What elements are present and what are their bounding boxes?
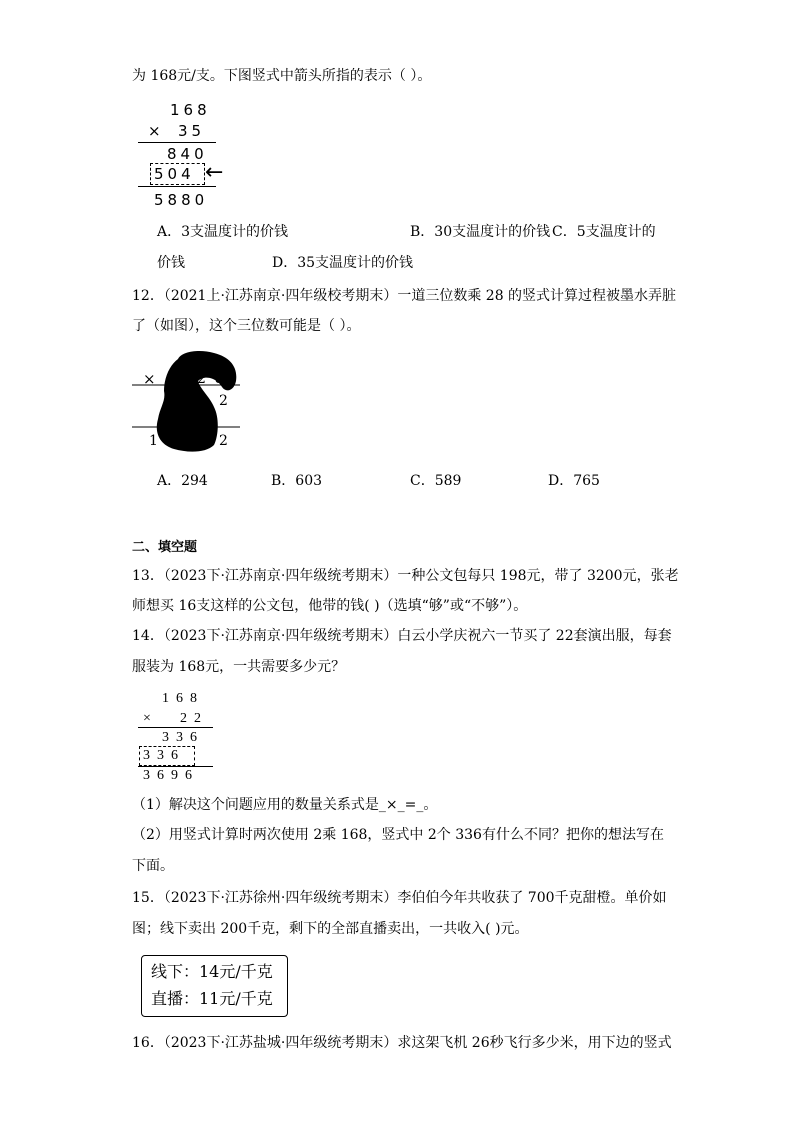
q12-ink-covered-calc bbox=[130, 345, 250, 460]
q14-sub-question-2-cont: 下面。 bbox=[132, 858, 174, 874]
q11-partial-2: 504 bbox=[154, 165, 195, 183]
ink-blot-icon bbox=[130, 345, 250, 460]
q11-rule-1 bbox=[138, 142, 216, 143]
q14-result: 3696 bbox=[143, 768, 199, 783]
q11-option-c-cont: 价钱 bbox=[157, 255, 185, 271]
section-title: 二、填空题 bbox=[132, 540, 198, 555]
q14-sub-question-1: （1）解决这个问题应用的数量关系式是_×_=_。 bbox=[132, 797, 438, 813]
q11-arrow-icon: ← bbox=[205, 160, 224, 185]
q16-line-1: 16．（2023下·江苏盐城·四年级统考期末）求这架飞机 26秒飞行多少米，用下边的竖式 bbox=[132, 1035, 672, 1051]
q14-partial-2: 336 bbox=[143, 748, 185, 763]
q11-option-d[interactable]: D．35支温度计的价钱 bbox=[272, 255, 414, 271]
q14-partial-1: 336 bbox=[162, 730, 204, 745]
q11-option-a[interactable]: A．3支温度计的价钱 bbox=[157, 224, 289, 240]
q11-result: 5880 bbox=[154, 191, 209, 209]
q11-option-b[interactable]: B．30支温度计的价钱 bbox=[410, 224, 551, 240]
q15-price-card bbox=[141, 955, 288, 1017]
q11-option-c[interactable]: C．5支温度计的 bbox=[552, 224, 656, 240]
q14-top-number: 168 bbox=[162, 691, 204, 706]
q12-multiplier: 2 8 bbox=[197, 371, 224, 387]
q15-price-offline: 线下：14元/千克 bbox=[151, 962, 273, 981]
q12-line-1: 12．（2021上·江苏南京·四年级校考期末）一道三位数乘 28 的竖式计算过程被墨水弄脏 bbox=[132, 288, 677, 304]
q12-option-a[interactable]: A．294 bbox=[157, 473, 208, 489]
q14-operator: × bbox=[143, 711, 158, 726]
q12-line-2: 了（如图），这个三位数可能是（ ）。 bbox=[132, 318, 361, 334]
q11-intro: 为 168元/支。下图竖式中箭头所指的表示（ ）。 bbox=[132, 68, 432, 84]
q12-option-c[interactable]: C．589 bbox=[410, 473, 462, 489]
q14-sub-question-2: （2）用竖式计算时两次使用 2乘 168，竖式中 2个 336有什么不同？把你的想法写在 bbox=[132, 827, 664, 843]
q13-line-2: 师想买 16支这样的公文包，他带的钱( )（选填“够”或“不够”）。 bbox=[132, 598, 528, 614]
q11-rule-2 bbox=[138, 186, 216, 187]
q15-price-live: 直播：11元/千克 bbox=[151, 989, 273, 1008]
q12-option-b[interactable]: B．603 bbox=[271, 473, 323, 489]
q13-line-1: 13．（2023下·江苏南京·四年级统考期末）一种公文包每只 198元，带了 3200元，张老 bbox=[132, 568, 679, 584]
q11-multiplier: 35 bbox=[178, 122, 206, 140]
q12-row-2: 2 bbox=[219, 393, 228, 409]
q15-line-1: 15．（2023下·江苏徐州·四年级统考期末）李伯伯今年共收获了 700千克甜橙。单价如 bbox=[132, 890, 667, 906]
q11-top-number: 168 bbox=[170, 101, 211, 119]
q14-multiplier: 22 bbox=[180, 711, 208, 726]
q12-operator: × bbox=[143, 370, 156, 388]
q15-line-2: 图；线下卖出 200千克，剩下的全部直播卖出，一共收入( )元。 bbox=[132, 921, 529, 937]
q12-row-3-right: 2 bbox=[219, 433, 228, 449]
q14-line-2: 服装为 168元，一共需要多少元？ bbox=[132, 659, 346, 675]
q12-option-d[interactable]: D．765 bbox=[548, 473, 600, 489]
q14-line-1: 14．（2023下·江苏南京·四年级统考期末）白云小学庆祝六一节买了 22套演出服，每套 bbox=[132, 628, 672, 644]
q11-partial-1: 840 bbox=[167, 145, 208, 163]
q14-rule-1 bbox=[138, 727, 213, 728]
q12-row-3-left: 1 bbox=[149, 433, 158, 449]
q11-operator: × bbox=[148, 122, 165, 140]
